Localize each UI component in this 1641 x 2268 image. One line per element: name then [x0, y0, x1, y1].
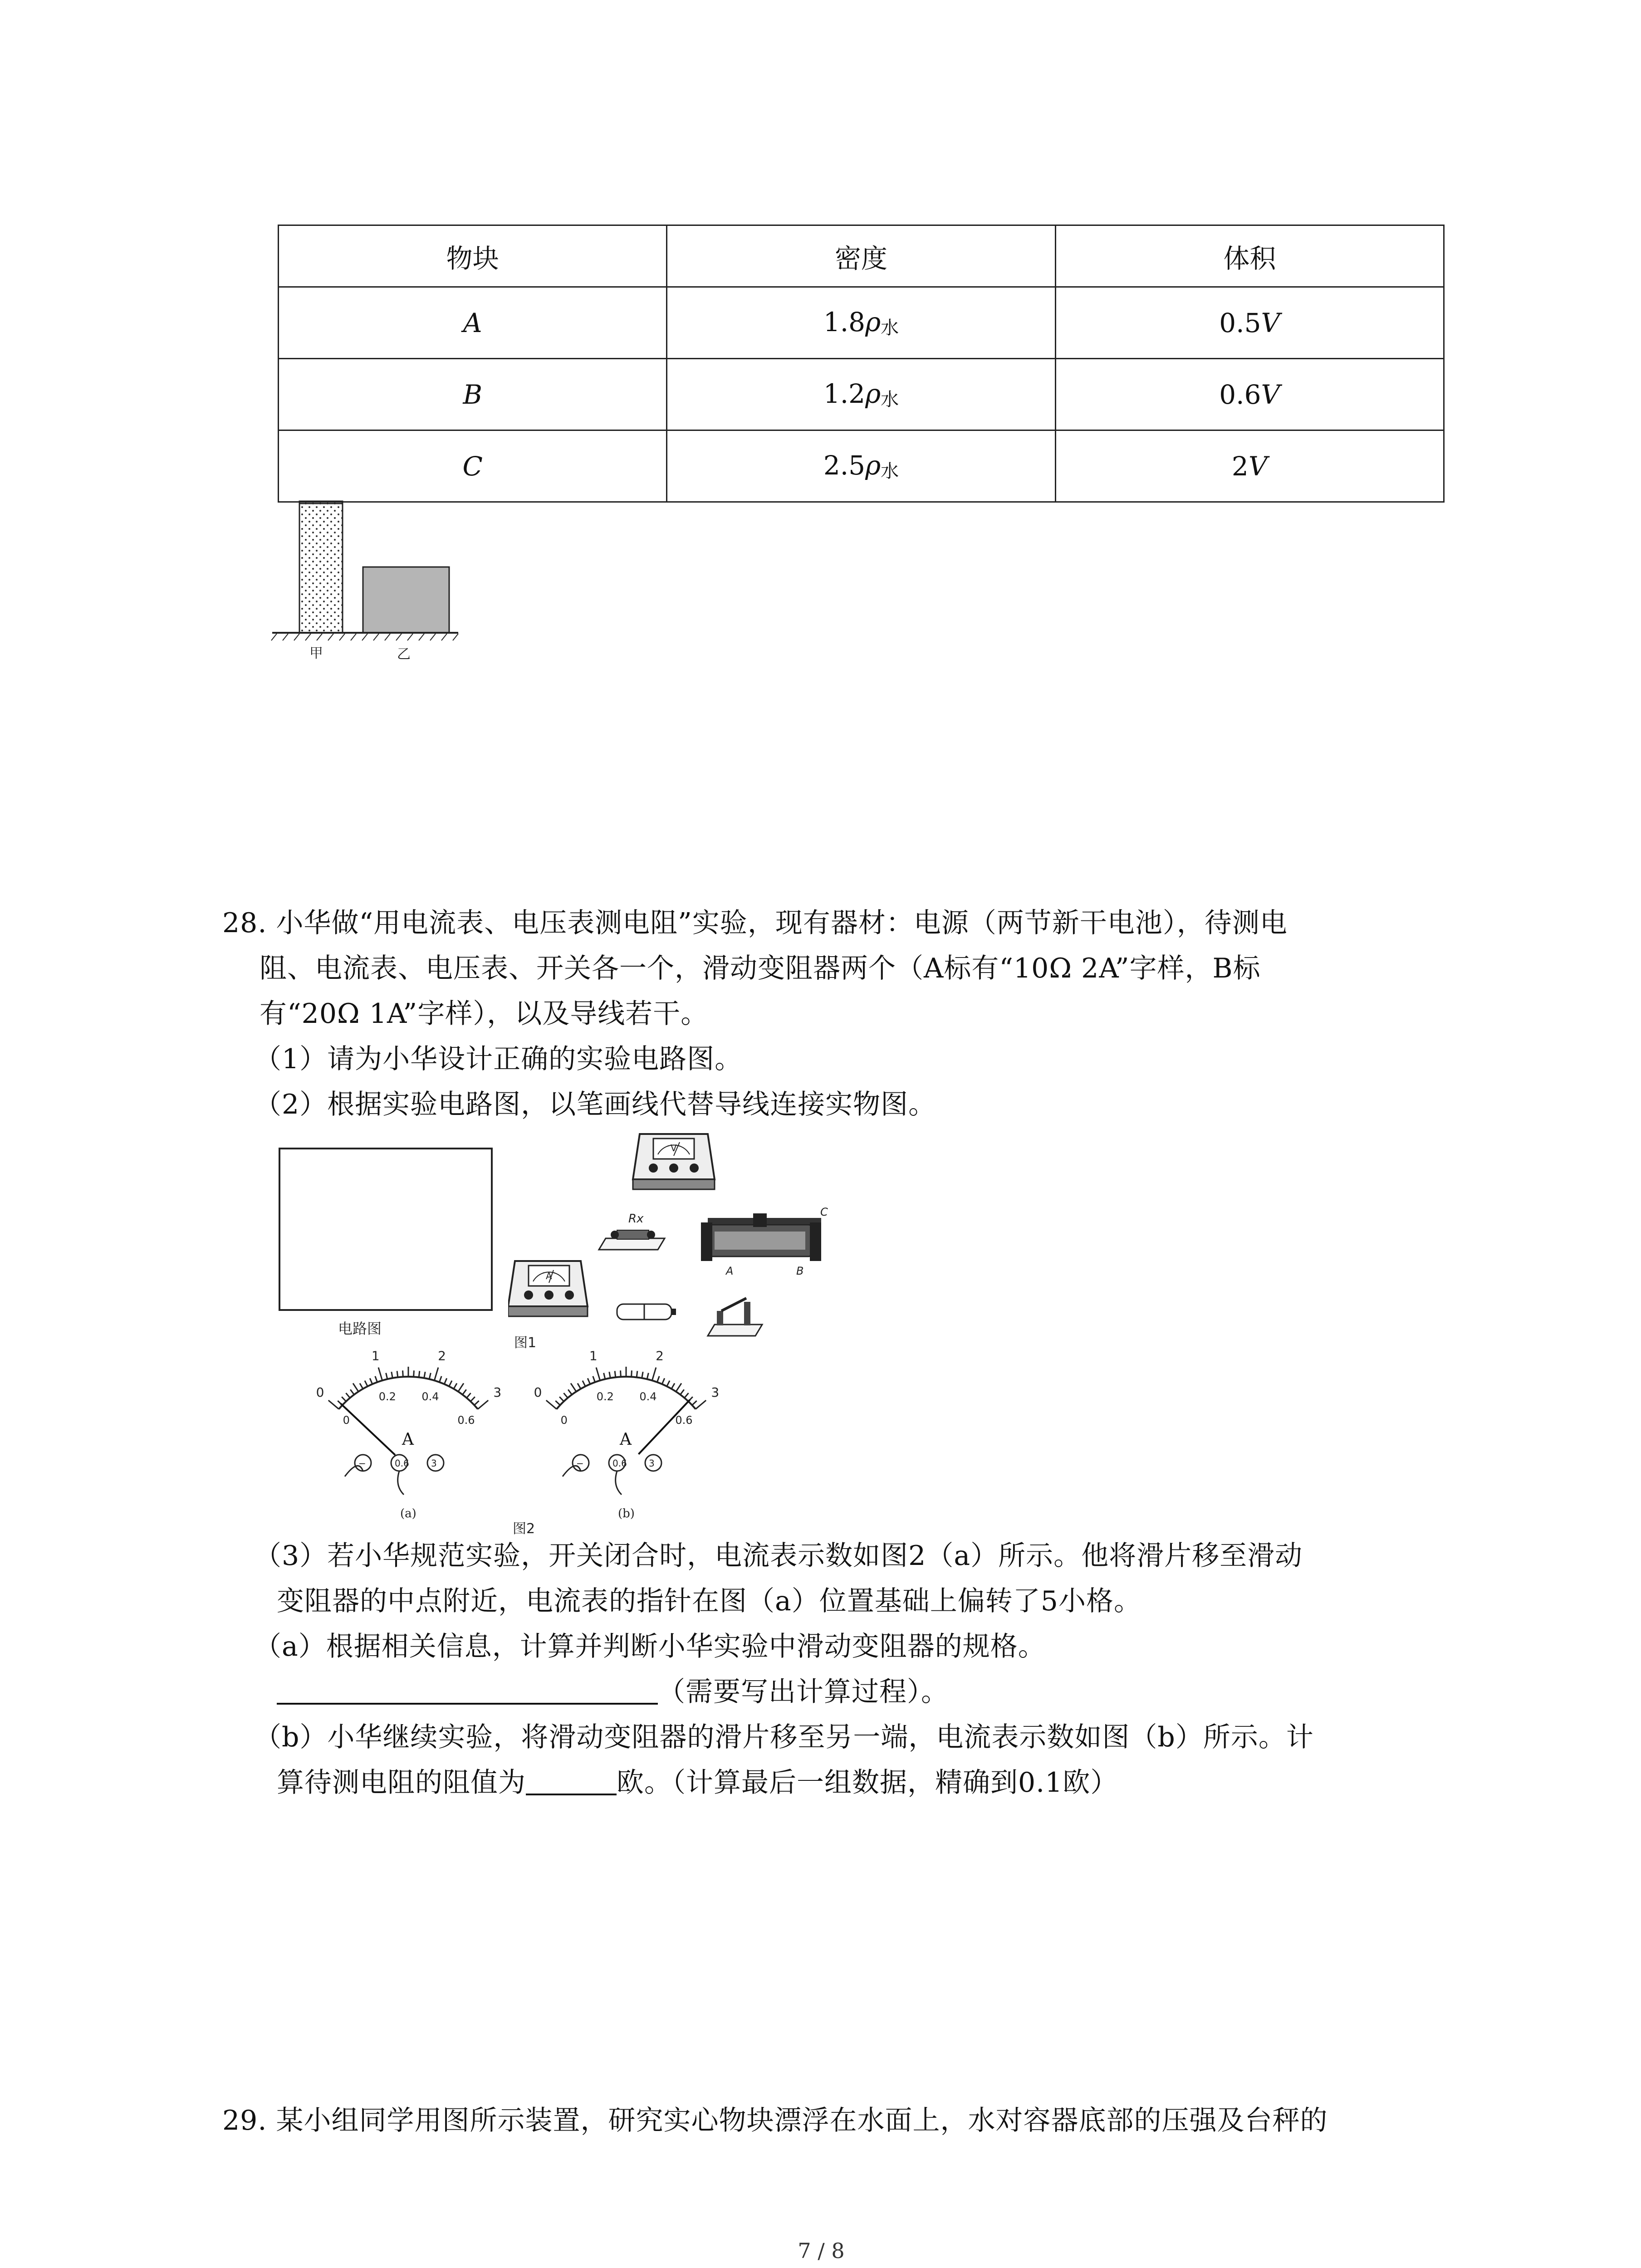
q28-line1: 28. 小华做“用电流表、电压表测电阻”实验，现有器材：电源（两节新干电池），待测电: [222, 907, 1288, 939]
dial-tick: [609, 1372, 610, 1378]
dial-tick: [467, 1393, 471, 1398]
outer-tick-label: 3: [711, 1385, 720, 1400]
circuit-diagram-box[interactable]: [279, 1148, 493, 1311]
inner-tick-label: 0: [343, 1413, 350, 1427]
ammeter-dial-b: [534, 1349, 720, 1520]
dial-tick: [444, 1378, 447, 1384]
dial-tick: [667, 1381, 670, 1387]
dial-tick: [458, 1383, 464, 1392]
volume-cell: 2V: [1055, 430, 1444, 502]
fig2-caption: 图2: [513, 1521, 535, 1537]
block-property-table: [278, 225, 1445, 503]
apparatus-figure: [508, 1129, 844, 1352]
terminal-label: 3: [649, 1458, 655, 1469]
dial-tick: [353, 1383, 358, 1392]
dial-tick: [685, 1393, 689, 1398]
dial-tick: [419, 1371, 420, 1377]
outer-tick-label: 2: [656, 1349, 664, 1364]
volume-cell: 0.6V: [1055, 359, 1444, 430]
dial-tick: [424, 1372, 425, 1378]
block-container-yi: [363, 567, 449, 633]
ammeter[interactable]: [508, 1261, 588, 1316]
terminal-label: −: [358, 1458, 366, 1469]
volume-cell: 0.5V: [1055, 287, 1444, 359]
dial-tick: [662, 1378, 665, 1384]
dial-tick: [350, 1389, 354, 1394]
density-cell: 2.5ρ水: [667, 430, 1055, 502]
dial-tick: [378, 1368, 382, 1381]
dial-arc: [339, 1377, 478, 1409]
dial-tick: [692, 1401, 696, 1405]
dial-tick: [360, 1383, 363, 1389]
dial-tick: [568, 1389, 572, 1394]
dial-tick: [676, 1383, 681, 1392]
sliding-rheostat[interactable]: [701, 1206, 828, 1277]
dial-tick: [593, 1376, 595, 1382]
outer-tick-label: 3: [493, 1385, 502, 1400]
dial-tick: [559, 1397, 564, 1401]
density-cell: 1.2ρ水: [667, 359, 1055, 430]
meter-label: (b): [618, 1507, 635, 1520]
terminal-label: 0.6: [395, 1458, 409, 1469]
dial-tick: [474, 1401, 479, 1405]
dial-tick: [342, 1397, 346, 1401]
dial-tick: [555, 1401, 560, 1405]
fig1-caption: 图1: [514, 1335, 537, 1351]
outer-tick-label: 1: [371, 1349, 380, 1364]
dial-arc: [557, 1377, 696, 1409]
dial-tick: [439, 1376, 441, 1382]
inner-tick-label: 0.6: [457, 1413, 475, 1427]
q28-sub1: （1）请为小华设计正确的实验电路图。: [254, 1043, 743, 1075]
unit-label: A: [402, 1430, 414, 1449]
unit-label: A: [620, 1430, 632, 1449]
dial-tick: [604, 1373, 605, 1379]
dial-tick: [375, 1376, 377, 1382]
dial-tick: [680, 1389, 684, 1394]
q28-sub3a-answer-line: [277, 1674, 949, 1710]
terminal-label: 3: [431, 1458, 437, 1469]
outer-tick-label: 1: [589, 1349, 598, 1364]
outer-tick-label: 2: [438, 1349, 446, 1364]
switch[interactable]: [708, 1298, 762, 1336]
wire: [616, 1471, 622, 1495]
block-name: B: [279, 359, 667, 430]
terminal-label: 0.6: [612, 1458, 627, 1469]
dial-tick: [546, 1400, 557, 1409]
circuit-caption: 电路图: [338, 1320, 382, 1337]
dial-tick: [588, 1378, 590, 1384]
sub3b-pre: 算待测电阻的阻值为: [277, 1767, 526, 1799]
header-density: 密度: [667, 225, 1055, 287]
circuit-caption-wrap: [336, 1315, 408, 1343]
dial-tick: [365, 1381, 367, 1387]
dial-tick: [370, 1378, 372, 1384]
dial-tick: [470, 1397, 475, 1401]
inner-tick-label: 0.2: [596, 1390, 614, 1403]
dial-tick: [696, 1400, 706, 1409]
block-name: A: [279, 287, 667, 359]
dial-tick: [652, 1368, 656, 1381]
dial-tick: [571, 1383, 576, 1392]
dial-tick: [657, 1376, 659, 1382]
dial-tick: [583, 1381, 585, 1387]
dial-tick: [642, 1372, 643, 1378]
header-block: 物块: [279, 225, 667, 287]
dial-tick: [462, 1389, 466, 1394]
dial-tick: [346, 1393, 350, 1398]
q28-line2: 阻、电流表、电压表、开关各一个，滑动变阻器两个（A标有“10Ω 2A”字样，B标: [260, 953, 1261, 984]
dial-tick: [615, 1371, 616, 1377]
sub3a-tail: （需要写出计算过程）。: [658, 1676, 949, 1708]
dial-tick: [328, 1400, 339, 1409]
dial-tick: [449, 1381, 452, 1387]
rheostat-label-c: C: [820, 1206, 828, 1218]
ammeter-dial-a: [316, 1349, 502, 1520]
voltmeter-symbol: V: [671, 1143, 677, 1154]
dial-tick: [478, 1400, 488, 1409]
pointer-needle: [341, 1403, 395, 1455]
inner-tick-label: 0.2: [378, 1390, 396, 1403]
label-yi: 乙: [397, 646, 411, 662]
outer-tick-label: 0: [316, 1385, 324, 1400]
battery[interactable]: [617, 1304, 676, 1320]
q28-sub3b-line1: （b）小华继续实验，将滑动变阻器的滑片移至另一端，电流表示数如图（b）所示。计: [254, 1721, 1314, 1753]
q28-sub2: （2）根据实验电路图，以笔画线代替导线连接实物图。: [254, 1089, 936, 1120]
sub3b-post: 欧。（计算最后一组数据，精确到0.1欧）: [617, 1767, 1118, 1799]
resistor-rx[interactable]: [599, 1212, 665, 1250]
dial-tick: [647, 1373, 648, 1379]
inner-tick-label: 0.4: [639, 1390, 657, 1403]
ammeter-figure: [299, 1349, 762, 1540]
dial-tick: [397, 1371, 398, 1377]
q29-line1: 29. 某小组同学用图所示装置，研究实心物块漂浮在水面上，水对容器底部的压强及台秤的: [222, 2105, 1328, 2136]
q28-sub3-line2: 变阻器的中点附近，电流表的指针在图（a）位置基础上偏转了5小格。: [277, 1585, 1141, 1617]
header-volume: 体积: [1055, 225, 1444, 287]
pointer-needle: [638, 1400, 693, 1454]
container-figure: [268, 494, 467, 667]
dial-tick: [386, 1373, 387, 1379]
answer-blank-3a[interactable]: [277, 1676, 658, 1705]
dial-tick: [563, 1393, 568, 1398]
page-number: 7 / 8: [798, 2239, 845, 2263]
meter-label: (a): [400, 1507, 416, 1520]
tall-container-jia: [299, 501, 343, 633]
q28-sub3b-line2: [277, 1765, 1118, 1801]
inner-tick-label: 0.4: [421, 1390, 439, 1403]
dial-tick: [671, 1383, 675, 1389]
label-jia: 甲: [309, 645, 323, 661]
answer-blank-3b[interactable]: [526, 1766, 617, 1795]
terminal-label: −: [576, 1458, 584, 1469]
inner-tick-label: 0.6: [675, 1413, 693, 1427]
rheostat-label-b: B: [796, 1265, 804, 1277]
inner-tick-label: 0: [560, 1413, 568, 1427]
q28-line3: 有“20Ω 1A”字样），以及导线若干。: [260, 998, 709, 1030]
density-cell: 1.8ρ水: [667, 287, 1055, 359]
dial-tick: [578, 1383, 581, 1389]
q28-sub3-line1: （3）若小华规范实验，开关闭合时，电流表示数如图2（a）所示。他将滑片移至滑动: [254, 1540, 1303, 1572]
q28-sub3a: （a）根据相关信息，计算并判断小华实验中滑动变阻器的规格。: [254, 1631, 1046, 1662]
block-name: C: [279, 430, 667, 502]
resistor-label: Rx: [628, 1212, 644, 1226]
wire: [398, 1471, 404, 1495]
dial-tick: [454, 1383, 457, 1389]
dial-tick: [429, 1373, 431, 1379]
dial-tick: [596, 1368, 600, 1381]
ammeter-symbol: A: [546, 1271, 552, 1281]
dial-tick: [434, 1368, 438, 1381]
outer-tick-label: 0: [534, 1385, 542, 1400]
rheostat-label-a: A: [726, 1265, 734, 1277]
voltmeter[interactable]: [633, 1134, 715, 1189]
